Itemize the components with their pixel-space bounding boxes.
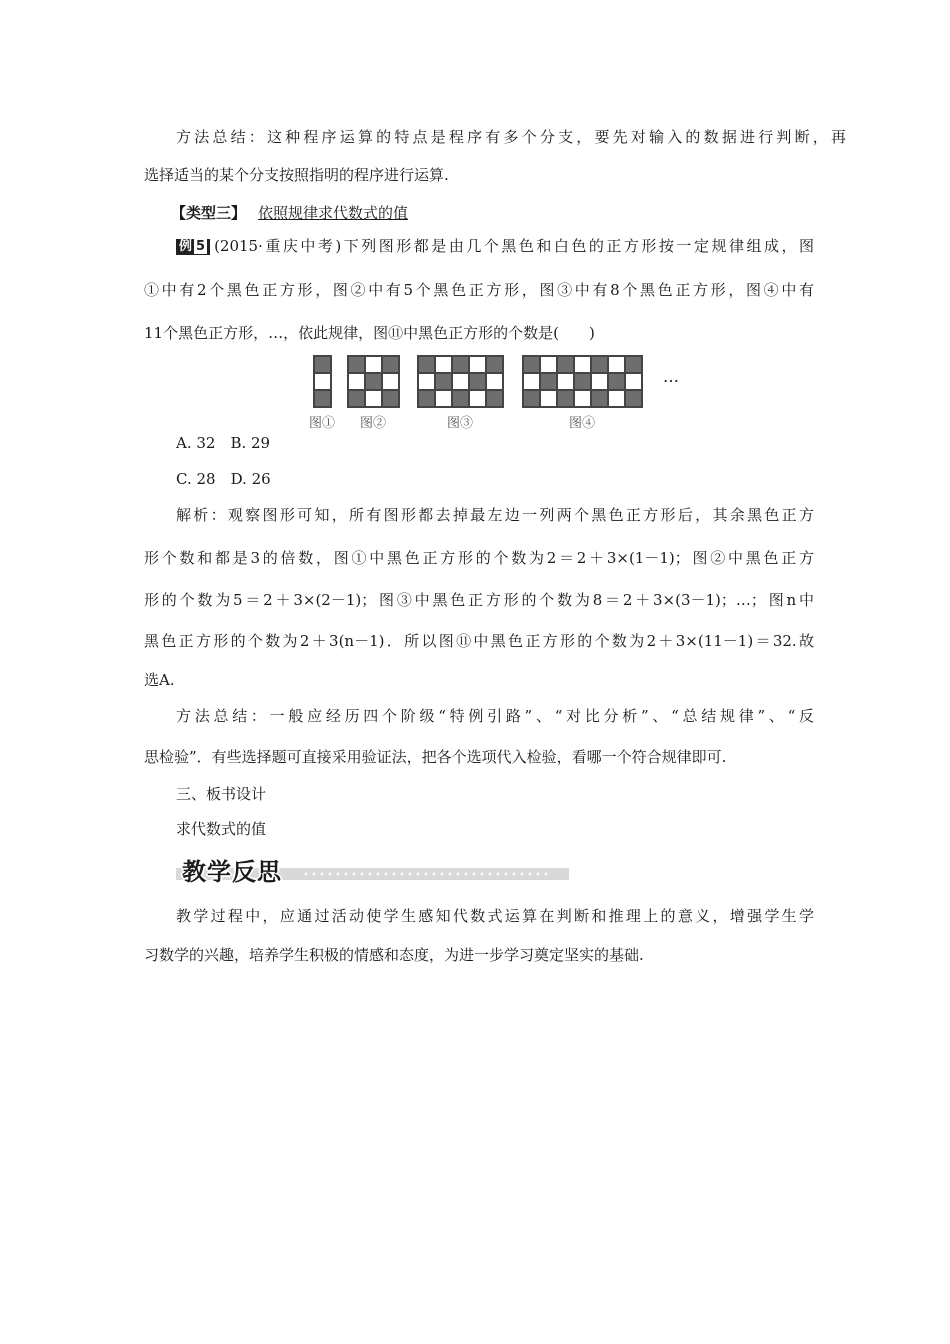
white-square [608,390,625,407]
figure-1-grid [313,355,332,408]
method-summary-line: 方法总结：这种程序运算的特点是程序有多个分支，要先对输入的数据进行判断，再 [176,128,846,146]
figure-3-grid [417,355,504,408]
example-line: 11个黑色正方形，…，依此规律，图⑪中黑色正方形的个数是( ) [144,324,595,342]
reflection-title: 教学反思 [182,858,282,886]
black-square [486,356,503,373]
black-square [314,356,331,373]
method-summary-line: 思检验”．有些选择题可直接采用验证法，把各个选项代入检验，看哪一个符合规律即可. [144,748,727,766]
white-square [452,373,469,390]
white-square [314,373,331,390]
white-square [574,390,591,407]
figure-label: 图④ [569,416,596,431]
black-square [486,390,503,407]
black-square [625,390,642,407]
white-square [625,373,642,390]
figure-2-grid [347,355,400,408]
black-square [523,356,540,373]
analysis-line: 形的个数为5＝2＋3×(2－1)；图③中黑色正方形的个数为8＝2＋3×(3－1)；…；图n中 [144,591,814,609]
white-square [540,390,557,407]
analysis-line: 黑色正方形的个数为2＋3(n－1)．所以图⑪中黑色正方形的个数为2＋3×(11－1)＝32.故 [144,632,814,650]
white-square [469,390,486,407]
board-design-content: 求代数式的值 [176,820,267,838]
black-square [557,356,574,373]
white-square [469,356,486,373]
type-heading [171,203,408,223]
black-square [625,356,642,373]
example-line [176,236,814,256]
white-square [435,390,452,407]
reflection-banner [176,852,569,886]
black-square [557,390,574,407]
black-square [591,356,608,373]
figure-label: 图① [309,416,336,431]
white-square [608,356,625,373]
white-square [382,373,399,390]
white-square [365,390,382,407]
analysis-line: 解析：观察图形可知，所有图形都去掉最左边一列两个黑色正方形后，其余黑色正方 [176,506,814,524]
black-square [348,390,365,407]
black-square [348,356,365,373]
white-square [540,356,557,373]
black-square [418,390,435,407]
black-square [591,390,608,407]
pattern-figures [309,355,693,435]
black-square [469,373,486,390]
option-row: A. 32 B. 29 [176,434,271,452]
black-square [452,356,469,373]
black-square [523,390,540,407]
black-square [540,373,557,390]
type-label: 【类型三】 [171,204,247,222]
white-square [418,373,435,390]
figure-ellipsis: … [663,367,680,386]
figure-label: 图③ [447,416,474,431]
board-design-heading: 三、板书设计 [176,785,267,803]
option-row: C. 28 D. 26 [176,470,271,488]
analysis-line: 选A. [144,671,175,689]
example-text: (2015·重庆中考)下列图形都是由几个黑色和白色的正方形按一定规律组成，图 [214,237,814,255]
white-square [486,373,503,390]
figure-4-grid [522,355,643,408]
type-title: 依照规律求代数式的值 [258,204,409,222]
black-square [418,356,435,373]
black-square [452,390,469,407]
figure-label: 图② [360,416,387,431]
analysis-line: 形个数和都是3的倍数，图①中黑色正方形的个数为2＝2＋3×(1－1)；图②中黑色正方 [144,549,814,567]
white-square [523,373,540,390]
black-square [365,373,382,390]
example-badge: 例 5 [176,239,210,255]
banner-dots [302,868,552,880]
black-square [574,373,591,390]
reflection-line: 习数学的兴趣，培养学生积极的情感和态度，为进一步学习奠定坚实的基础. [144,946,644,964]
white-square [348,373,365,390]
reflection-line: 教学过程中，应通过活动使学生感知代数式运算在判断和推理上的意义，增强学生学 [176,907,814,925]
black-square [382,356,399,373]
example-line: ①中有2个黑色正方形，图②中有5个黑色正方形，图③中有8个黑色正方形，图④中有 [144,281,814,299]
black-square [382,390,399,407]
method-summary-line: 方法总结：一般应经历四个阶级“特例引路”、“对比分析”、“总结规律”、“反 [176,707,814,725]
white-square [557,373,574,390]
white-square [574,356,591,373]
white-square [435,356,452,373]
black-square [608,373,625,390]
method-summary-line: 选择适当的某个分支按照指明的程序进行运算. [144,166,449,184]
black-square [314,390,331,407]
white-square [365,356,382,373]
black-square [435,373,452,390]
white-square [591,373,608,390]
